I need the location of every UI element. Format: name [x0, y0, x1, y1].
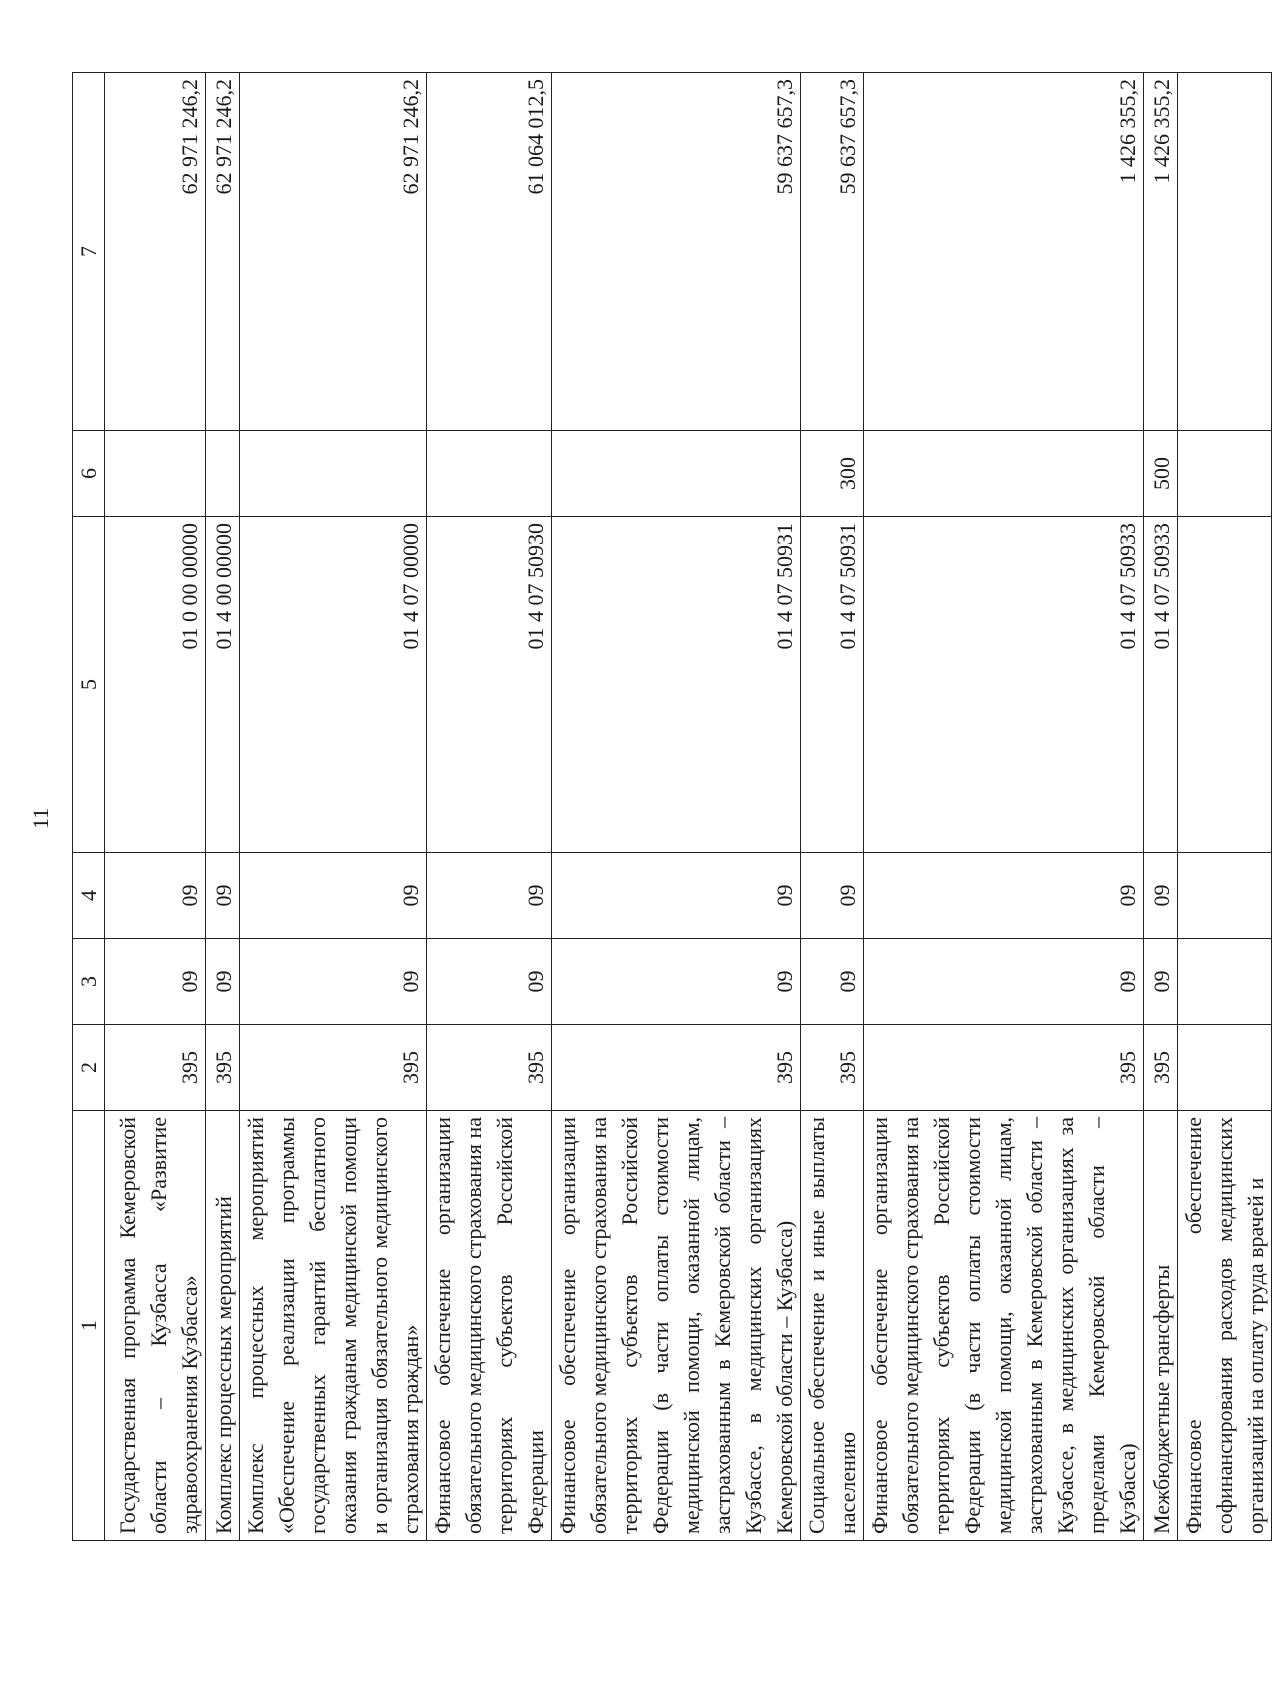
- cell-col3: 09: [105, 939, 206, 1025]
- table-row: [427, 73, 552, 1541]
- table-row: [552, 73, 801, 1541]
- cell-col5: 01 4 07 50931: [801, 517, 864, 853]
- cell-col7: 62 971 246,2: [240, 73, 427, 431]
- cell-col6: [240, 431, 427, 517]
- cell-col2: 395: [240, 1025, 427, 1111]
- cell-col2: 395: [864, 1025, 1144, 1111]
- table-row: [1178, 73, 1272, 1541]
- cell-col7: 61 064 012,5: [427, 73, 552, 431]
- row-name: Финансовое обеспечение организации обязательного медицинского страхования на территориях субъектов Российской Федерации: [427, 1111, 552, 1541]
- table-body: [73, 73, 1272, 1541]
- cell-col5: 01 4 00 00000: [206, 517, 240, 853]
- cell-col7: 1 426 355,2: [1144, 73, 1178, 431]
- cell-col4: 09: [864, 853, 1144, 939]
- col-header-4: 4: [73, 853, 105, 939]
- col-header-1: 1: [73, 1111, 105, 1541]
- cell-col3: 09: [552, 939, 801, 1025]
- row-name: Межбюджетные трансферты: [1144, 1111, 1178, 1541]
- cell-col3: [1178, 939, 1272, 1025]
- cell-col2: 395: [427, 1025, 552, 1111]
- header-row: [73, 73, 105, 1541]
- table-row: [864, 73, 1144, 1541]
- cell-col2: 395: [801, 1025, 864, 1111]
- cell-col3: 09: [864, 939, 1144, 1025]
- budget-table: [72, 72, 1272, 1541]
- cell-col4: 09: [105, 853, 206, 939]
- table-row: [801, 73, 864, 1541]
- cell-col6: [427, 431, 552, 517]
- cell-col2: 395: [1144, 1025, 1178, 1111]
- cell-col7: 1 426 355,2: [864, 73, 1144, 431]
- cell-col6: [864, 431, 1144, 517]
- cell-col7: 62 971 246,2: [206, 73, 240, 431]
- table-row: [206, 73, 240, 1541]
- cell-col6: 500: [1144, 431, 1178, 517]
- table-row: [1144, 73, 1178, 1541]
- row-name: Комплекс процессных мероприятий «Обеспечение реализации программы государственных гарантий бесплатного оказания гражданам медицинской помощи и организация обязательного медицинского страхования граждан»: [240, 1111, 427, 1541]
- cell-col6: [105, 431, 206, 517]
- cell-col4: [1178, 853, 1272, 939]
- cell-col5: 01 4 07 50931: [552, 517, 801, 853]
- col-header-7: 7: [73, 73, 105, 431]
- cell-col7: 59 637 657,3: [801, 73, 864, 431]
- cell-col2: [1178, 1025, 1272, 1111]
- cell-col6: [206, 431, 240, 517]
- col-header-3: 3: [73, 939, 105, 1025]
- cell-col6: [552, 431, 801, 517]
- row-name: Государственная программа Кемеровской области – Кузбасса «Развитие здравоохранения Кузбасса»: [105, 1111, 206, 1541]
- cell-col4: 09: [240, 853, 427, 939]
- col-header-6: 6: [73, 431, 105, 517]
- cell-col7: 59 637 657,3: [552, 73, 801, 431]
- cell-col3: 09: [240, 939, 427, 1025]
- page-number: 11: [28, 807, 53, 829]
- cell-col2: 395: [105, 1025, 206, 1111]
- cell-col5: 01 4 07 50933: [1144, 517, 1178, 853]
- cell-col3: 09: [206, 939, 240, 1025]
- cell-col5: 01 4 07 50930: [427, 517, 552, 853]
- row-name: Финансовое обеспечение организации обязательного медицинского страхования на территориях субъектов Российской Федерации (в части оплаты стоимости медицинской помощи, оказанной лицам, застрахованным в Кемеровской области – Кузбассе, в медицинских организациях Кемеровской области – Кузбасса): [552, 1111, 801, 1541]
- cell-col2: 395: [206, 1025, 240, 1111]
- table-row: [240, 73, 427, 1541]
- cell-col5: 01 4 07 50933: [864, 517, 1144, 853]
- cell-col6: 300: [801, 431, 864, 517]
- cell-col3: 09: [427, 939, 552, 1025]
- row-name: Финансовое обеспечение софинансирования расходов медицинских организаций на оплату труда врачей и: [1178, 1111, 1272, 1541]
- rotated-table-wrapper: [72, 73, 1268, 1541]
- cell-col4: 09: [427, 853, 552, 939]
- col-header-5: 5: [73, 517, 105, 853]
- row-name: Комплекс процессных мероприятий: [206, 1111, 240, 1541]
- cell-col4: 09: [206, 853, 240, 939]
- cell-col4: 09: [801, 853, 864, 939]
- cell-col5: [1178, 517, 1272, 853]
- cell-col6: [1178, 431, 1272, 517]
- cell-col3: 09: [801, 939, 864, 1025]
- table-row: [105, 73, 206, 1541]
- cell-col5: 01 4 07 00000: [240, 517, 427, 853]
- row-name: Финансовое обеспечение организации обязательного медицинского страхования на территориях субъектов Российской Федерации (в части оплаты стоимости медицинской помощи, оказанной лицам, застрахованным в Кемеровской области – Кузбассе, в медицинских организациях за пределами Кемеровской области – Кузбасса): [864, 1111, 1144, 1541]
- cell-col4: 09: [552, 853, 801, 939]
- cell-col2: 395: [552, 1025, 801, 1111]
- cell-col5: 01 0 00 00000: [105, 517, 206, 853]
- cell-col3: 09: [1144, 939, 1178, 1025]
- cell-col7: [1178, 73, 1272, 431]
- col-header-2: 2: [73, 1025, 105, 1111]
- row-name: Социальное обеспечение и иные выплаты населению: [801, 1111, 864, 1541]
- cell-col4: 09: [1144, 853, 1178, 939]
- cell-col7: 62 971 246,2: [105, 73, 206, 431]
